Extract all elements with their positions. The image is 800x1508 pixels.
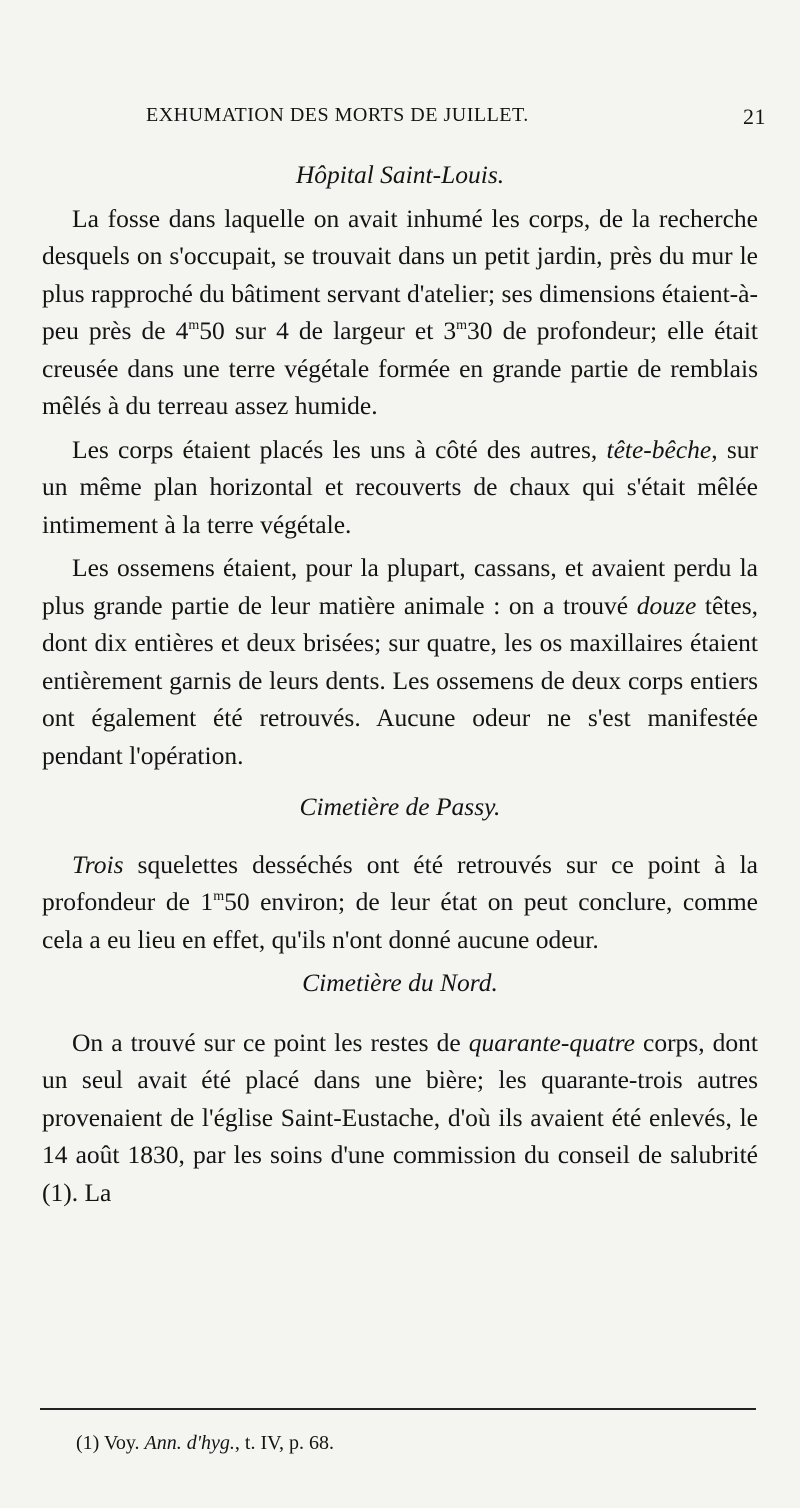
- paragraph-corps: Les corps étaient placés les uns à côté des autres, tête-bêche, sur un même plan horizontal et recouverts de chaux qui s'était mêlée intimement à la terre végétale.: [42, 434, 759, 539]
- running-title: EXHUMATION DES MORTS DE JUILLET.: [146, 104, 529, 126]
- paragraph-trois-squelettes: Trois squelettes desséchés ont été retrouvés sur ce point à la profondeur de 1$^m$50 environ; de leur état on peut conclure, comme cela a eu lieu en effet, qu'ils n'ont donné aucune odeur.: [42, 849, 758, 954]
- section-heading-hopital-saint-louis: Hôpital Saint-Louis.: [295, 160, 505, 189]
- paragraph-ossemens: Les ossemens étaient, pour la plupart, cassans, et avaient perdu la plus grande partie de leur matière animale : on a trouvé douze têtes, dont dix entières et deux brisées; sur quatre, les os maxillaires étaient entièrement garnis de leurs dents. Les ossemens de deux corps entiers ont également été retrouvés. Aucune odeur ne s'est manifestée pendant l'opération.: [42, 553, 758, 770]
- page-number: 21: [743, 104, 766, 129]
- section-heading-cimetiere-passy: Cimetière de Passy.: [299, 792, 501, 821]
- running-header: [146, 100, 766, 134]
- paragraph-quarante-quatre: On a trouvé sur ce point les restes de quarante-quatre corps, dont un seul avait été placé dans une bière; les quarante-trois autres provenaient de l'église Saint-Eustache, d'où ils avaient été enlevés, le 14 août 1830, par les soins d'une commission du conseil de salubrité (1). La: [42, 1027, 758, 1207]
- body-text: [42, 156, 758, 1217]
- footnote: (1) Voy. Ann. d'hyg., t. IV, p. 68.: [76, 1432, 334, 1454]
- paragraph-fosse: La fosse dans laquelle on avait inhumé les corps, de la recherche desquels on s'occupait, se trouvait dans un petit jardin, près du mur le plus rapproché du bâtiment servant d'atelier; ses dimensions étaient-à-peu près de 4$^m$50 sur 4 de largeur et 3$^m$30 de profondeur; elle était creusée dans une terre végétale formée en grande partie de remblais mêlés à du terreau assez humide.: [42, 203, 758, 420]
- footnote-rule: [40, 1408, 756, 1410]
- section-heading-cimetiere-nord: Cimetière du Nord.: [302, 968, 498, 997]
